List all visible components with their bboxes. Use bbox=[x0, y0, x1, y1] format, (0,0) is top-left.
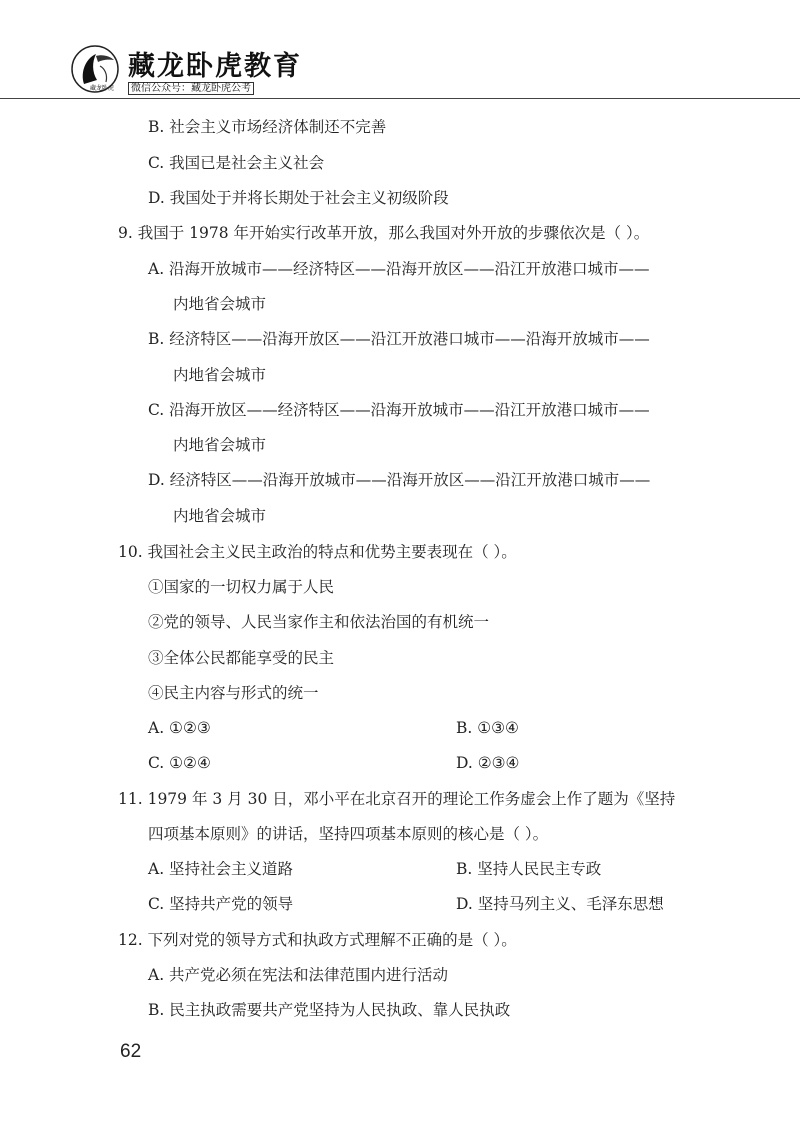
q12-stem: 12. 下列对党的领导方式和执政方式理解不正确的是（ ）。 bbox=[118, 931, 517, 949]
q9-stem: 9. 我国于 1978 年开始实行改革开放，那么我国对外开放的步骤依次是（ ）。 bbox=[118, 224, 650, 242]
page-header bbox=[0, 0, 800, 100]
q9-option-c-line1: C. 沿海开放区——经济特区——沿海开放城市——沿江开放港口城市—— bbox=[148, 401, 650, 419]
q9-option-d-line2: 内地省会城市 bbox=[173, 507, 267, 525]
q12-option-b: B. 民主执政需要共产党坚持为人民执政、靠人民执政 bbox=[148, 1001, 511, 1019]
q8-option-b: B. 社会主义市场经济体制还不完善 bbox=[148, 118, 387, 136]
q10-option-d: D. ②③④ bbox=[456, 754, 520, 772]
logo-caption: 藏龙卧虎 bbox=[90, 85, 115, 92]
q9-option-b-line1: B. 经济特区——沿海开放区——沿江开放港口城市——沿海开放城市—— bbox=[148, 330, 650, 348]
header-divider bbox=[0, 98, 800, 99]
q10-statement-1: ①国家的一切权力属于人民 bbox=[148, 578, 335, 596]
q9-option-a-line2: 内地省会城市 bbox=[173, 295, 267, 313]
brand-title: 藏龙卧虎教育 bbox=[128, 51, 302, 82]
q11-option-d: D. 坚持马列主义、毛泽东思想 bbox=[456, 895, 664, 913]
q9-option-d-line1: D. 经济特区——沿海开放城市——沿海开放区——沿江开放港口城市—— bbox=[148, 471, 651, 489]
brand-subtitle: 微信公众号：藏龙卧虎公考 bbox=[128, 82, 254, 95]
q10-option-b: B. ①③④ bbox=[456, 719, 519, 737]
q10-stem: 10. 我国社会主义民主政治的特点和优势主要表现在（ ）。 bbox=[118, 543, 517, 561]
q11-option-a: A. 坚持社会主义道路 bbox=[148, 860, 294, 878]
q11-option-c: C. 坚持共产党的领导 bbox=[148, 895, 294, 913]
q10-statement-3: ③全体公民都能享受的民主 bbox=[148, 649, 335, 667]
q10-statement-2: ②党的领导、人民当家作主和依法治国的有机统一 bbox=[148, 613, 490, 631]
q11-option-b: B. 坚持人民民主专政 bbox=[456, 860, 602, 878]
q9-option-c-line2: 内地省会城市 bbox=[173, 436, 267, 454]
q12-option-a: A. 共产党必须在宪法和法律范围内进行活动 bbox=[148, 966, 449, 984]
q9-option-b-line2: 内地省会城市 bbox=[173, 366, 267, 384]
page-number: 62 bbox=[120, 1041, 142, 1062]
q10-option-a: A. ①②③ bbox=[148, 719, 211, 737]
q8-option-c: C. 我国已是社会主义社会 bbox=[148, 154, 325, 172]
q8-option-d: D. 我国处于并将长期处于社会主义初级阶段 bbox=[148, 189, 449, 207]
q9-option-a-line1: A. 沿海开放城市——经济特区——沿海开放区——沿江开放港口城市—— bbox=[148, 260, 650, 278]
q11-stem-line1: 11. 1979 年 3 月 30 日，邓小平在北京召开的理论工作务虚会上作了题为《坚持 bbox=[118, 790, 676, 808]
crane-logo-icon bbox=[70, 44, 120, 94]
q11-stem-line2: 四项基本原则》的讲话，坚持四项基本原则的核心是（ ）。 bbox=[148, 825, 549, 843]
q10-option-c: C. ①②④ bbox=[148, 754, 211, 772]
q10-statement-4: ④民主内容与形式的统一 bbox=[148, 684, 319, 702]
